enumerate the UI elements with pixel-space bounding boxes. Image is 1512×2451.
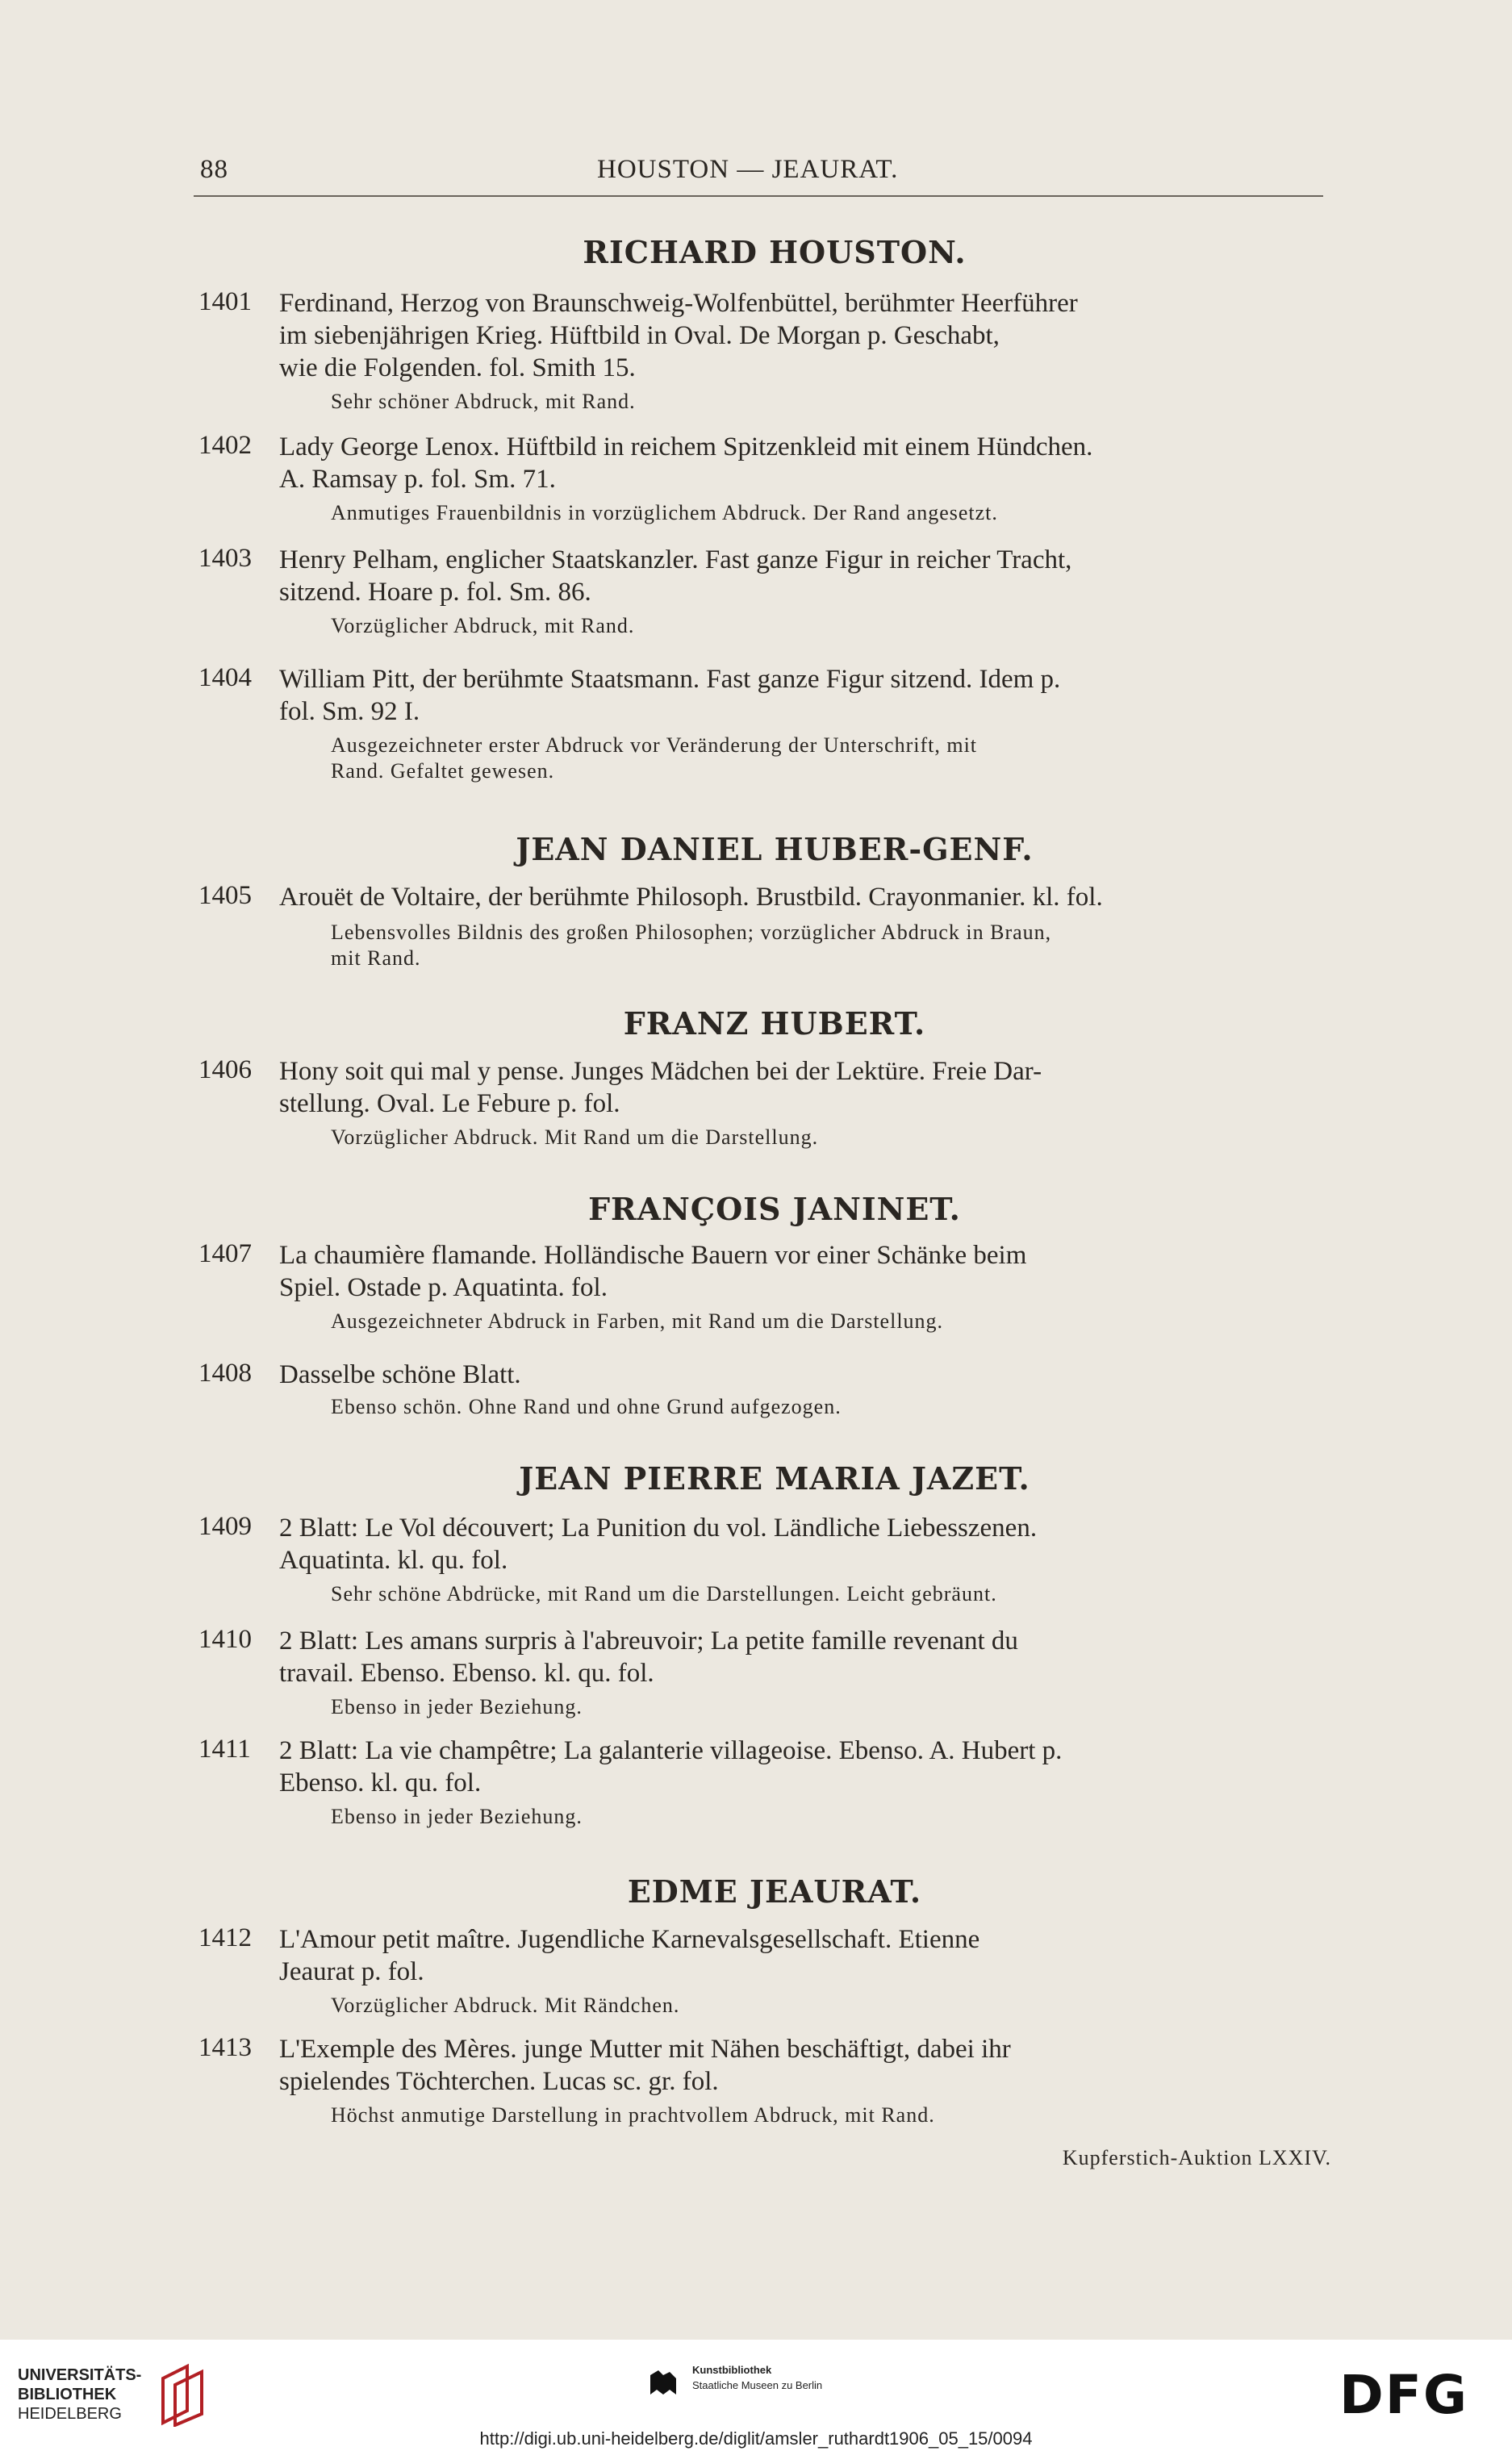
entry-line: L'Exemple des Mères. junge Mutter mit Nähen beschäftigt, dabei ihr xyxy=(279,2035,1011,2064)
note-line: Rand. Gefaltet gewesen. xyxy=(331,759,555,783)
entry-number: 1412 xyxy=(198,1923,252,1952)
entry-note xyxy=(331,733,1331,784)
section-title-hubert: FRANZ HUBERT. xyxy=(623,1005,926,1042)
entry-note xyxy=(331,1694,1331,1720)
entry-number: 1401 xyxy=(198,287,252,316)
entry-line: fol. Sm. 92 I. xyxy=(279,697,420,726)
note-line: Vorzüglicher Abdruck, mit Rand. xyxy=(331,614,635,637)
note-line: Lebensvolles Bildnis des großen Philosophen; vorzüglicher Abdruck in Braun, xyxy=(331,921,1052,944)
entry-text xyxy=(279,1735,1328,1799)
entry-note xyxy=(331,1394,1331,1420)
kb-wordmark xyxy=(692,2362,822,2393)
entry-number: 1402 xyxy=(198,431,252,460)
entry-number: 1409 xyxy=(198,1512,252,1541)
entry-text xyxy=(279,1625,1328,1689)
entry-line: spielendes Töchterchen. Lucas sc. gr. fol. xyxy=(279,2067,719,2096)
entry-note xyxy=(331,1993,1331,2019)
kb-line: Kunstbibliothek xyxy=(692,2364,772,2376)
entry-number: 1404 xyxy=(198,663,252,692)
entry-text xyxy=(279,663,1328,728)
ub-heidelberg-logo[interactable] xyxy=(18,2362,211,2435)
entry-text xyxy=(279,287,1328,384)
entry-line: wie die Folgenden. fol. Smith 15. xyxy=(279,353,636,382)
entry-number: 1407 xyxy=(198,1239,252,1268)
entry-line: William Pitt, der berühmte Staatsmann. Fast ganze Figur sitzend. Idem p. xyxy=(279,665,1061,694)
entry-number: 1405 xyxy=(198,881,252,910)
entry-line: 2 Blatt: La vie champêtre; La galanterie villageoise. Ebenso. A. Hubert p. xyxy=(279,1736,1063,1765)
entry-number: 1413 xyxy=(198,2033,252,2062)
header-rule xyxy=(194,195,1323,197)
permalink-url[interactable]: http://digi.ub.uni-heidelberg.de/diglit/amsler_ruthardt1906_05_15/0094 xyxy=(479,2428,1033,2449)
section-title-jeaurat: EDME JEAURAT. xyxy=(627,1873,922,1910)
note-line: Vorzüglicher Abdruck. Mit Rand um die Darstellung. xyxy=(331,1125,819,1149)
entry-note xyxy=(331,1125,1331,1150)
entry-line: La chaumière flamande. Holländische Bauern vor einer Schänke beim xyxy=(279,1241,1027,1270)
entry-line: stellung. Oval. Le Febure p. fol. xyxy=(279,1089,620,1118)
note-line: Vorzüglicher Abdruck. Mit Rändchen. xyxy=(331,1994,680,2017)
entry-note xyxy=(331,920,1331,971)
page-number: 88 xyxy=(200,155,228,184)
entry-number: 1411 xyxy=(198,1735,251,1764)
ub-line: BIBLIOTHEK xyxy=(18,2386,117,2403)
section-title-janinet: FRANÇOIS JANINET. xyxy=(588,1191,961,1227)
note-line: Ebenso in jeder Beziehung. xyxy=(331,1695,583,1718)
entry-line: travail. Ebenso. Ebenso. kl. qu. fol. xyxy=(279,1659,654,1688)
note-line: Höchst anmutige Darstellung in prachtvollem Abdruck, mit Rand. xyxy=(331,2103,935,2127)
entry-line: sitzend. Hoare p. fol. Sm. 86. xyxy=(279,578,591,607)
entry-note xyxy=(331,1581,1331,1607)
entry-text xyxy=(279,431,1328,495)
entry-number: 1403 xyxy=(198,544,252,573)
entry-text xyxy=(279,544,1328,608)
note-line: Sehr schöne Abdrücke, mit Rand um die Darstellungen. Leicht gebräunt. xyxy=(331,1582,997,1605)
entry-note xyxy=(331,500,1331,526)
section-title-jazet: JEAN PIERRE MARIA JAZET. xyxy=(519,1460,1030,1497)
entry-line: im siebenjährigen Krieg. Hüftbild in Oval. De Morgan p. Geschabt, xyxy=(279,321,1000,350)
note-line: Ausgezeichneter erster Abdruck vor Veränderung der Unterschrift, mit xyxy=(331,733,978,757)
kb-bear-icon xyxy=(645,2364,681,2399)
catalog-signature: Kupferstich-Auktion LXXIV. xyxy=(1062,2146,1331,2169)
ub-line: UNIVERSITÄTS- xyxy=(18,2366,142,2384)
entry-number: 1406 xyxy=(198,1055,252,1084)
page-header xyxy=(194,152,1323,194)
entry-line: Henry Pelham, englicher Staatskanzler. Fast ganze Figur in reicher Tracht, xyxy=(279,545,1072,574)
note-line: Ebenso schön. Ohne Rand und ohne Grund aufgezogen. xyxy=(331,1395,842,1418)
note-line: Anmutiges Frauenbildnis in vorzüglichem Abdruck. Der Rand angesetzt. xyxy=(331,501,998,524)
entry-line: Ferdinand, Herzog von Braunschweig-Wolfenbüttel, berühmter Heerführer xyxy=(279,289,1078,318)
entry-line: Aquatinta. kl. qu. fol. xyxy=(279,1546,508,1575)
entry-text xyxy=(279,1055,1328,1120)
entry-line: Hony soit qui mal y pense. Junges Mädchen bei der Lektüre. Freie Dar- xyxy=(279,1057,1042,1086)
entry-text xyxy=(279,1512,1328,1576)
section-title-huber: JEAN DANIEL HUBER-GENF. xyxy=(516,831,1034,867)
entry-note xyxy=(331,1309,1331,1334)
section-title-houston: RICHARD HOUSTON. xyxy=(583,234,967,270)
entry-line: Dasselbe schöne Blatt. xyxy=(279,1360,521,1389)
note-line: Ebenso in jeder Beziehung. xyxy=(331,1805,583,1828)
entry-number: 1410 xyxy=(198,1625,252,1654)
note-line: Sehr schöner Abdruck, mit Rand. xyxy=(331,390,636,413)
entry-note xyxy=(331,389,1331,415)
note-line: mit Rand. xyxy=(331,946,421,970)
entry-line: 2 Blatt: Les amans surpris à l'abreuvoir; La petite famille revenant du xyxy=(279,1626,1018,1656)
entry-line: Lady George Lenox. Hüftbild in reichem Spitzenkleid mit einem Hündchen. xyxy=(279,432,1093,461)
running-title: HOUSTON — JEAURAT. xyxy=(597,155,899,184)
entry-text xyxy=(279,2033,1328,2098)
ub-line: HEIDELBERG xyxy=(18,2405,122,2423)
dfg-logo[interactable]: DFG xyxy=(1339,2364,1469,2426)
entry-text xyxy=(279,1359,1328,1391)
footer-bar xyxy=(0,2340,1512,2451)
entry-number: 1408 xyxy=(198,1359,252,1388)
kunstbibliothek-logo[interactable] xyxy=(645,2357,888,2414)
entry-note xyxy=(331,613,1331,639)
entry-line: Ebenso. kl. qu. fol. xyxy=(279,1768,482,1798)
entry-line: L'Amour petit maître. Jugendliche Karnevalsgesellschaft. Etienne xyxy=(279,1925,980,1954)
kb-line: Staatliche Museen zu Berlin xyxy=(692,2379,823,2391)
entry-note xyxy=(331,2102,1331,2128)
entry-line: Spiel. Ostade p. Aquatinta. fol. xyxy=(279,1273,608,1302)
entry-line: Arouët de Voltaire, der berühmte Philosoph. Brustbild. Crayonmanier. kl. fol. xyxy=(279,883,1103,912)
ub-mark-icon xyxy=(155,2362,211,2427)
entry-text xyxy=(279,1239,1328,1304)
note-line: Ausgezeichneter Abdruck in Farben, mit Rand um die Darstellung. xyxy=(331,1309,944,1333)
entry-text xyxy=(279,881,1328,913)
entry-line: A. Ramsay p. fol. Sm. 71. xyxy=(279,465,556,494)
ub-wordmark xyxy=(18,2365,141,2424)
entry-line: 2 Blatt: Le Vol découvert; La Punition du vol. Ländliche Liebesszenen. xyxy=(279,1514,1038,1543)
entry-line: Jeaurat p. fol. xyxy=(279,1957,424,1986)
entry-text xyxy=(279,1923,1328,1988)
entry-note xyxy=(331,1804,1331,1830)
